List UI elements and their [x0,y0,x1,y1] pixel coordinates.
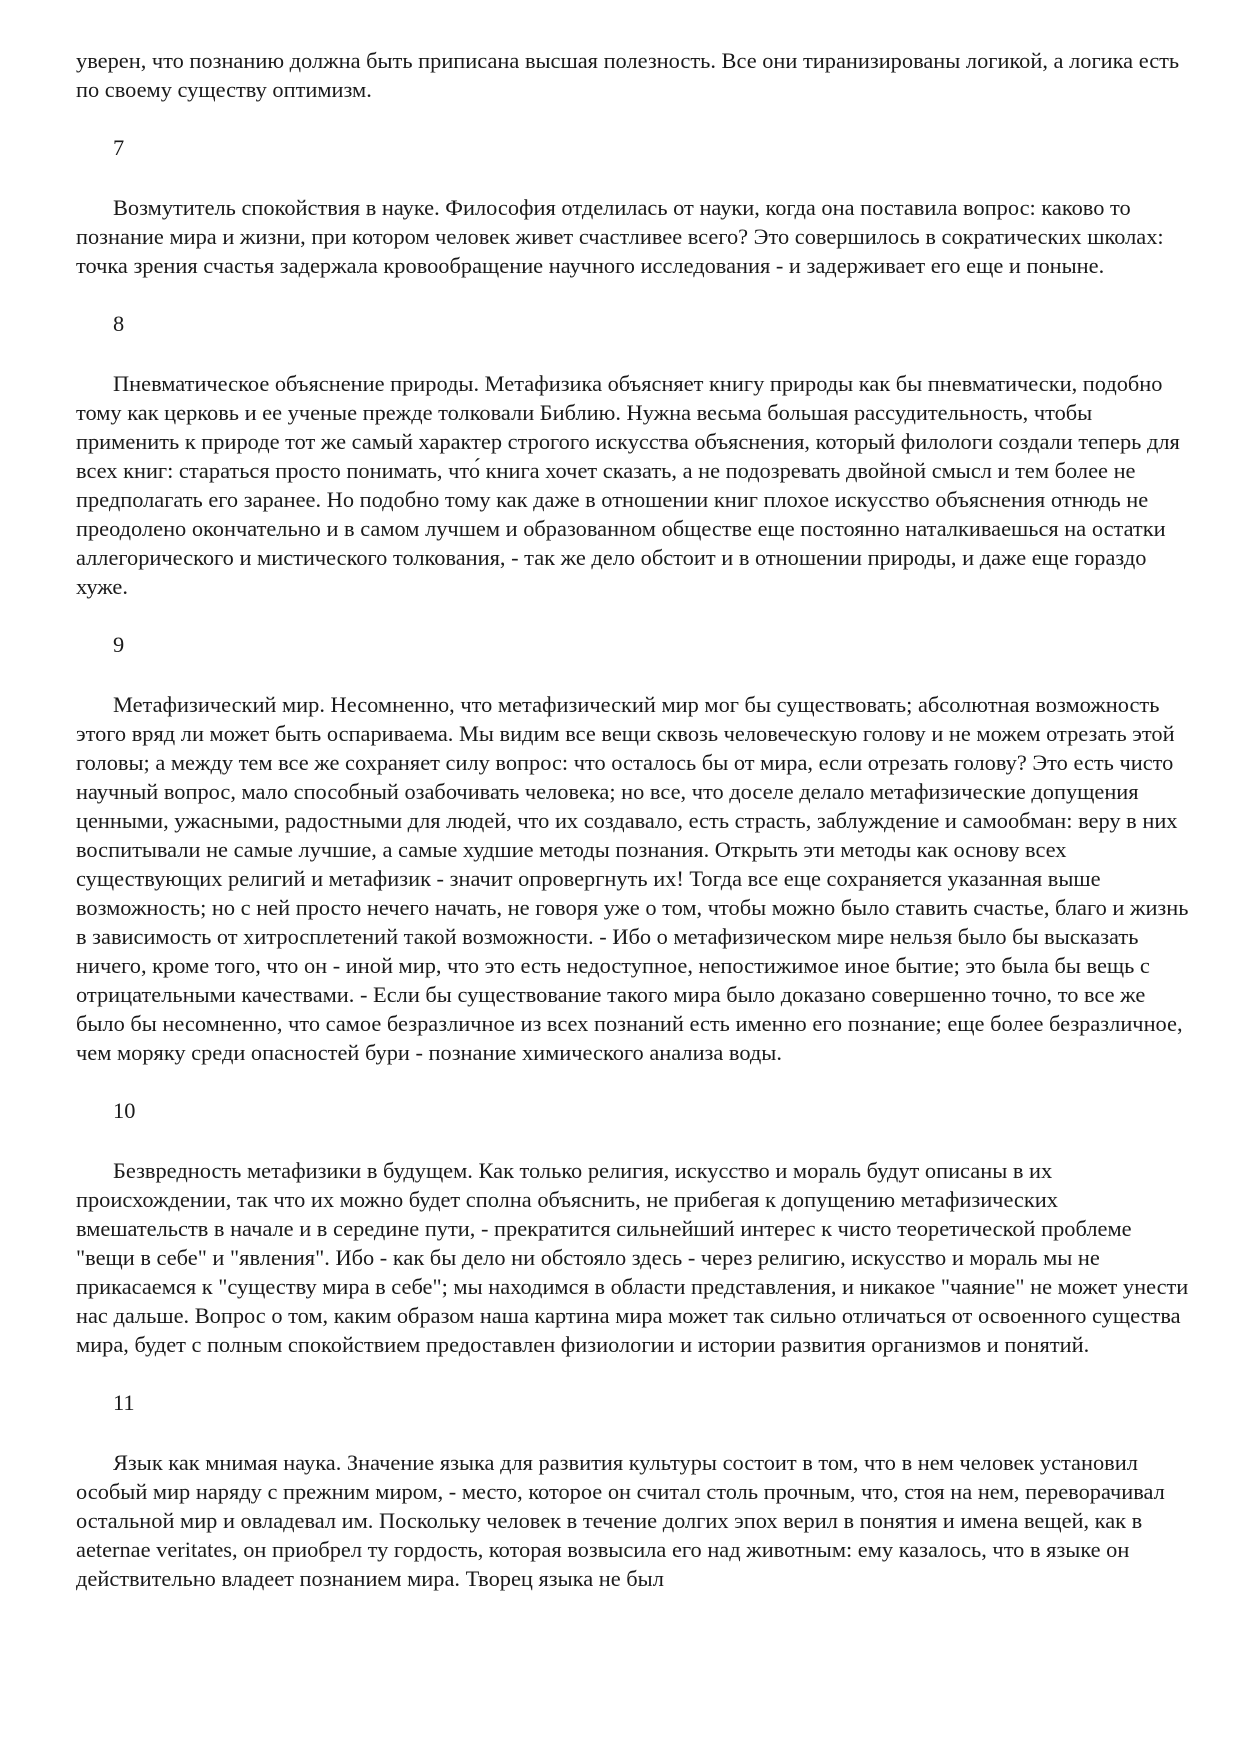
section-text-7: Возмутитель спокойствия в науке. Философия отделилась от науки, когда она поставила вопрос: каково то познание мира и жизни, при котором человек живет счастливее всего? Это совершилось в сократических школах: точка зрения счастья задержала кровообращение научного исследования - и задерживает его еще и поныне. [76,195,1164,278]
document-page [76,0,1192,1593]
section-number-9: 9 [113,632,125,657]
section-text-10: Безвредность метафизики в будущем. Как только религия, искусство и мораль будут описаны в их происхождении, так что их можно будет сполна объяснить, не прибегая к допущению метафизических вмешательств в начале и в середине пути, - прекратится сильнейший интерес к чисто теоретической проблеме "вещи в себе" и "явления". Ибо - как бы дело ни обстояло здесь - через религию, искусство и мораль мы не прикасаемся к "существу мира в себе"; мы находимся в области представления, и никакое "чаяние" не может унести нас дальше. Вопрос о том, каким образом наша картина мира может так сильно отличаться от освоенного существа мира, будет с полным спокойствием предоставлен физиологии и истории развития организмов и понятий. [76,1158,1189,1357]
section-number-10: 10 [113,1098,136,1123]
section-number-11: 11 [113,1390,135,1415]
section-number-8: 8 [113,311,125,336]
section-text-11: Язык как мнимая наука. Значение языка для развития культуры состоит в том, что в нем человек установил особый мир наряду с прежним миром, - место, которое он считал столь прочным, что, стоя на нем, переворачивал остальной мир и овладевал им. Поскольку человек в течение долгих эпох верил в понятия и имена вещей, как в aeternae veritates, он приобрел ту гордость, которая возвысила его над животным: ему казалось, что в языке он действительно владеет познанием мира. Творец языка не был [76,1450,1165,1591]
section-text-8: Пневматическое объяснение природы. Метафизика объясняет книгу природы как бы пневматически, подобно тому как церковь и ее ученые прежде толковали Библию. Нужна весьма большая рассудительность, чтобы применить к природе тот же самый характер строгого искусства объяснения, который филологи создали теперь для всех книг: стараться просто понимать, что́ книга хочет сказать, а не подозревать двойной смысл и тем более не предполагать его заранее. Но подобно тому как даже в отношении книг плохое искусство объяснения отнюдь не преодолено окончательно и в самом лучшем и образованном обществе еще постоянно наталкиваешься на остатки аллегорического и мистического толкования, - так же дело обстоит и в отношении природы, и даже еще гораздо хуже. [76,371,1180,599]
intro-paragraph: уверен, что познанию должна быть приписана высшая полезность. Все они тиранизированы логикой, а логика есть по своему существу оптимизм. [76,48,1180,102]
section-text-9: Метафизический мир. Несомненно, что метафизический мир мог бы существовать; абсолютная возможность этого вряд ли может быть оспариваема. Мы видим все вещи сквозь человеческую голову и не можем отрезать этой головы; а между тем все же сохраняет силу вопрос: что осталось бы от мира, если отрезать голову? Это есть чисто научный вопрос, мало способный озабочивать человека; но все, что доселе делало метафизические допущения ценными, ужасными, радостными для людей, что их создавало, есть страсть, заблуждение и самообман: веру в них воспитывали не самые лучшие, а самые худшие методы познания. Открыть эти методы как основу всех существующих религий и метафизик - значит опровергнуть их! Тогда все еще сохраняется указанная выше возможность; но с ней просто нечего начать, не говоря уже о том, чтобы можно было ставить счастье, благо и жизнь в зависимость от хитросплетений такой возможности. - Ибо о метафизическом мире нельзя было бы высказать ничего, кроме того, что он - иной мир, что это есть недоступное, непостижимое иное бытие; это была бы вещь с отрицательными качествами. - Если бы существование такого мира было доказано совершенно точно, то все же было бы несомненно, что самое безразличное из всех познаний есть именно его познание; еще более безразличное, чем моряку среди опасностей бури - познание химического анализа воды. [76,692,1189,1065]
section-number-7: 7 [113,135,125,160]
